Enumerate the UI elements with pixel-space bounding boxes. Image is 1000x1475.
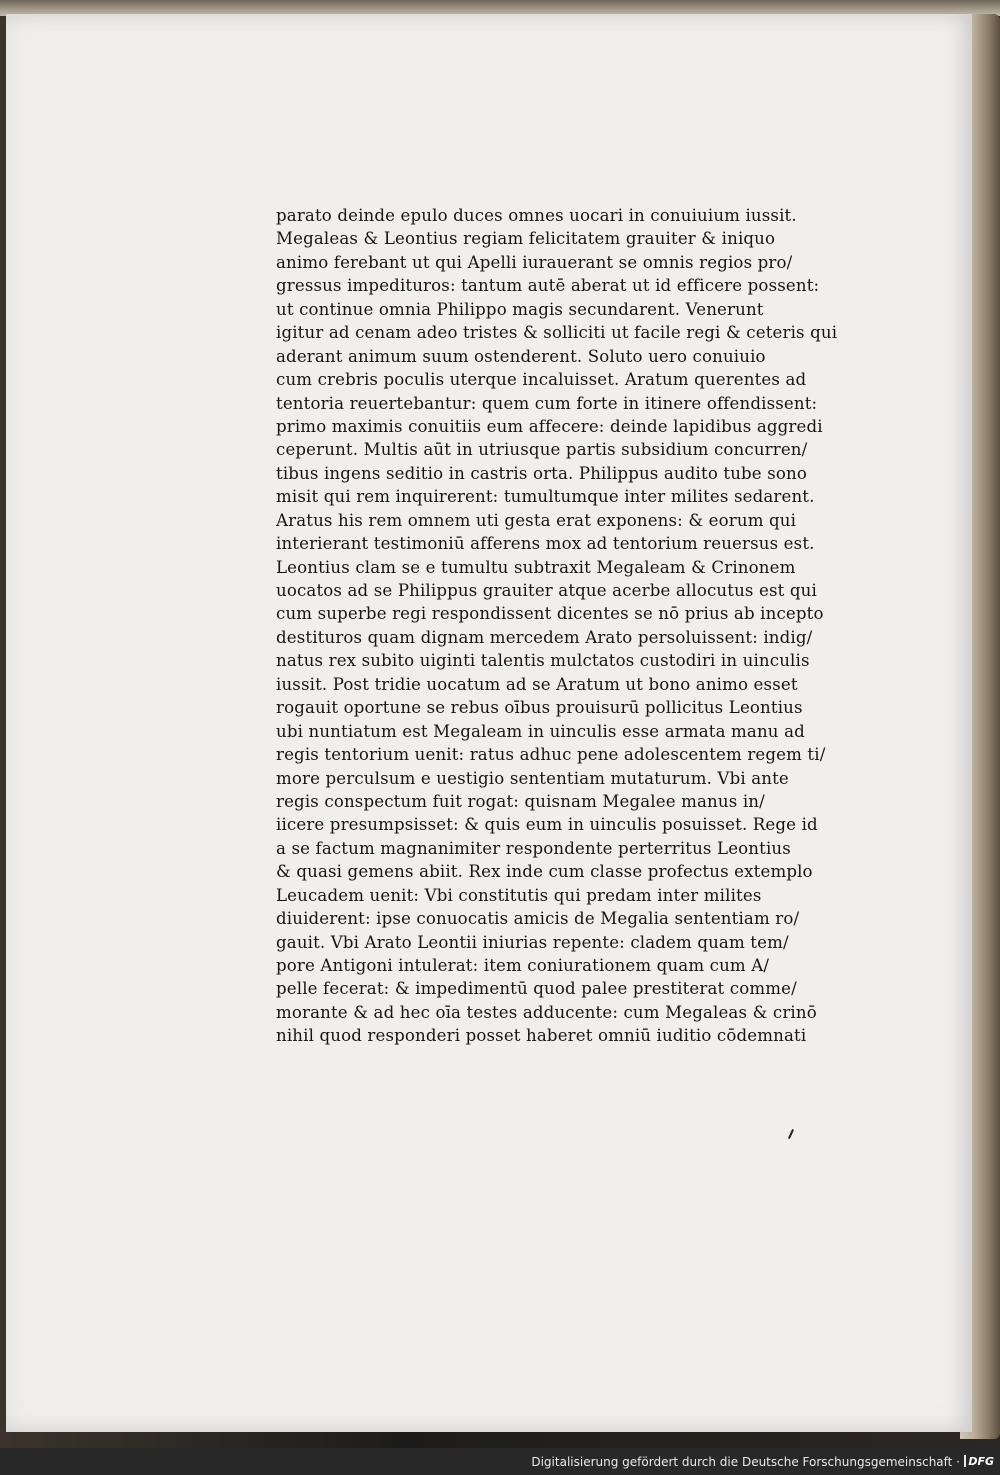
text-line: more perculsum e uestigio sententiam mutaturum. Vbi ante [276,768,789,788]
text-line: uocatos ad se Philippus grauiter atque acerbe allocutus est qui [276,581,817,600]
text-line: nihil quod responderi posset haberet omniū iuditio cōdemnati [276,1026,807,1046]
text-line: primo maximis conuitiis eum affecere: deinde lapidibus aggredi [276,416,823,436]
text-line: natus rex subito uiginti talentis mulctatos custodiri in uinculis [276,651,810,671]
digitization-credit: Digitalisierung gefördert durch die Deutsche Forschungsgemeinschaft · [531,1455,960,1469]
ink-mark [788,1129,794,1139]
text-line: Aratus his rem omnem uti gesta erat exponens: & eorum qui [276,510,797,530]
text-line: cum superbe regi respondissent dicentes se nō prius ab incepto [276,604,824,624]
dfg-logo-text: DFG [968,1454,994,1468]
dfg-logo [964,1453,994,1469]
text-line: aderant animum suum ostenderent. Soluto uero conuiuio [276,346,766,366]
dfg-logo-mark [964,1455,966,1467]
text-line: Megaleas & Leontius regiam felicitatem grauiter & iniquo [276,229,776,249]
text-line: Leontius clam se e tumultu subtraxit Megaleam & Crinonem [276,557,796,577]
text-line: tibus ingens seditio in castris orta. Philippus audito tube sono [276,463,807,483]
text-line: iussit. Post tridie uocatum ad se Aratum ut bono animo esset [276,674,798,694]
text-line: regis conspectum fuit rogat: quisnam Megalee manus in/ [276,791,765,811]
text-line: igitur ad cenam adeo tristes & solliciti ut facile regi & ceteris qui [276,323,838,343]
text-line: ut continue omnia Philippo magis secundarent. Venerunt [276,299,764,319]
text-line: interierant testimoniū afferens mox ad tentorium reuersus est. [276,534,815,554]
text-line: a se factum magnanimiter respondente perterritus Leontius [276,838,791,858]
text-line: iicere presumpsisset: & quis eum in uinculis posuisset. Rege id [276,815,818,835]
text-line: & quasi gemens abiit. Rex inde cum classe profectus extemplo [276,862,813,882]
text-line: rogauit oportune se rebus oībus prouisurū pollicitus Leontius [276,698,803,718]
text-line: gauit. Vbi Arato Leontii iniurias repente: cladem quam tem/ [276,932,789,952]
text-line: pelle fecerat: & impedimentū quod palee prestiterat comme/ [276,979,797,999]
text-line: animo ferebant ut qui Apelli iurauerant se omnis regios pro/ [276,252,793,272]
text-line: tentoria reuertebantur: quem cum forte in itinere offendissent: [276,393,818,413]
book-page [6,14,972,1432]
text-line: misit qui rem inquirerent: tumultumque inter milites sedarent. [276,487,815,507]
text-line: gressus impedituros: tantum autē aberat ut id efficere possent: [276,276,820,296]
text-line: Leucadem uenit: Vbi constitutis qui predam inter milites [276,885,762,905]
text-line: parato deinde epulo duces omnes uocari in conuiuium iussit. [276,206,797,225]
text-block [276,204,856,1048]
text-line: pore Antigoni intulerat: item coniurationem quam cum A/ [276,956,770,975]
text-line: regis tentorium uenit: ratus adhuc pene adolescentem regem ti/ [276,745,826,765]
text-line: ceperunt. Multis aūt in utriusque partis subsidium concurren/ [276,440,808,460]
text-line: morante & ad hec oīa testes adducente: cum Megaleas & crinō [276,1002,817,1022]
text-line: cum crebris poculis uterque incaluisset. Aratum querentes ad [276,370,807,390]
text-line: ubi nuntiatum est Megaleam in uinculis esse armata manu ad [276,721,805,741]
text-line: diuiderent: ipse conuocatis amicis de Megalia sententiam ro/ [276,909,800,929]
text-line: destituros quam dignam mercedem Arato persoluissent: indig/ [276,627,813,647]
